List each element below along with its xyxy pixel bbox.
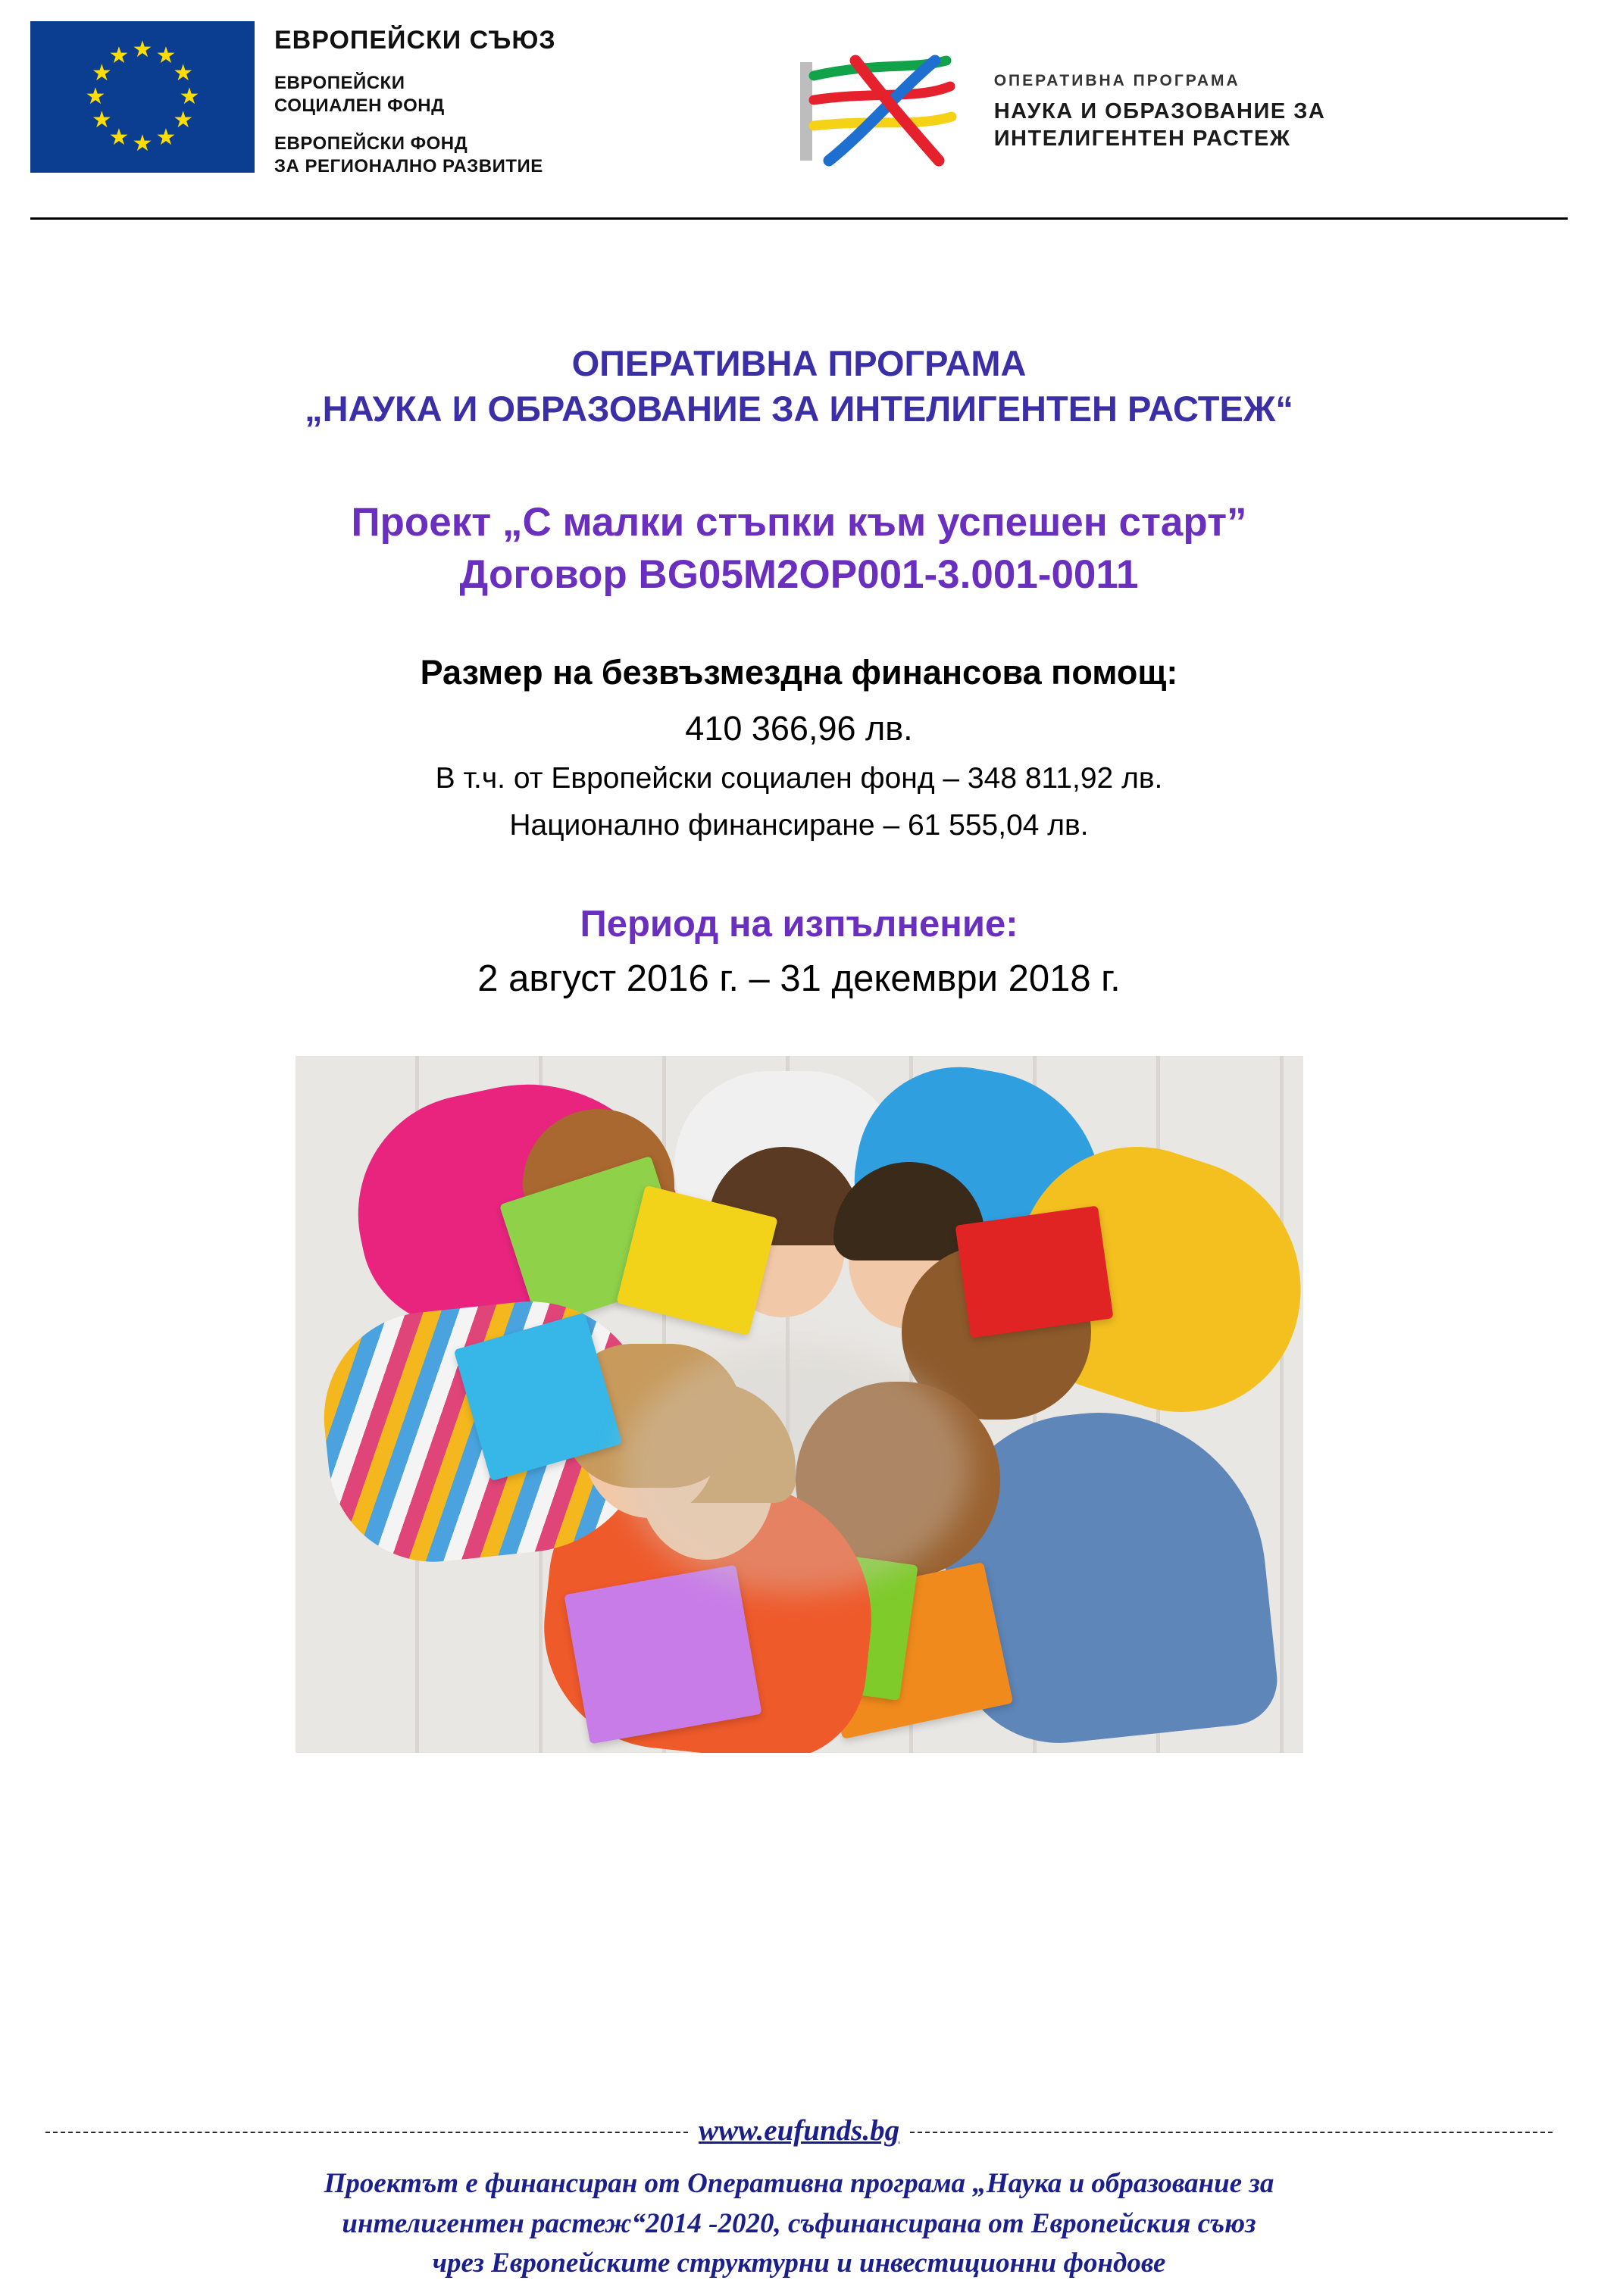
project-title-line1: Проект „С малки стъпки към успешен старт”	[351, 500, 1247, 545]
op-texts	[994, 70, 1326, 153]
program-title-line2: „НАУКА И ОБРАЗОВАНИЕ ЗА ИНТЕЛИГЕНТЕН РАСТЕЖ“	[305, 389, 1293, 430]
eu-star-icon: ★	[155, 43, 177, 69]
footer-dash-left	[45, 2132, 688, 2133]
eu-star-icon: ★	[108, 43, 130, 69]
eu-star-icon: ★	[132, 131, 153, 156]
footer-funding-note	[0, 2164, 1598, 2284]
eu-star-icon: ★	[173, 61, 194, 86]
document-body	[0, 341, 1598, 1753]
footer-website-row	[0, 2113, 1598, 2148]
project-title	[53, 497, 1545, 601]
eu-star-icon: ★	[179, 84, 200, 109]
children-photo	[296, 1056, 1303, 1753]
period-label: Период на изпълнение:	[580, 904, 1018, 945]
eu-esf-label	[274, 72, 556, 117]
op-ribbon-icon	[783, 47, 973, 176]
eu-erdf-label	[274, 133, 556, 178]
grant-esf-share: В т.ч. от Европейски социален фонд – 348 811,92 лв.	[435, 762, 1163, 795]
document-header	[0, 0, 1598, 220]
period-value: 2 август 2016 г. – 31 декември 2018 г.	[477, 958, 1121, 1000]
grant-amount: 410 366,96 лв.	[685, 709, 913, 748]
grant-national-share: Национално финансиране – 61 555,04 лв.	[509, 809, 1089, 842]
eu-erdf-line2: ЗА РЕГИОНАЛНО РАЗВИТИЕ	[274, 156, 543, 176]
project-contract-number: Договор BG05M2OP001-3.001-0011	[459, 552, 1139, 598]
eu-star-icon: ★	[132, 37, 153, 62]
eu-esf-line2: СОЦИАЛЕН ФОНД	[274, 95, 445, 116]
op-logo-block	[783, 21, 1326, 176]
eu-emblem-block	[30, 21, 556, 193]
eu-texts	[274, 21, 556, 193]
eu-erdf-line1: ЕВРОПЕЙСКИ ФОНД	[274, 133, 468, 154]
eu-star-icon: ★	[108, 124, 130, 150]
footer-note-line1: Проектът е финансиран от Оперативна програма „Наука и образование за	[324, 2168, 1274, 2200]
footer-dash-right	[910, 2132, 1553, 2133]
header-logos	[0, 0, 1598, 193]
eufunds-link[interactable]: www.eufunds.bg	[698, 2114, 900, 2148]
op-big-line1: НАУКА И ОБРАЗОВАНИЕ ЗА	[993, 98, 1326, 123]
eu-star-icon: ★	[173, 108, 194, 133]
op-small-label: ОПЕРАТИВНА ПРОГРАМА	[993, 71, 1240, 89]
program-title-line1: ОПЕРАТИВНА ПРОГРАМА	[571, 343, 1027, 383]
eu-star-icon: ★	[91, 61, 112, 86]
eu-title: ЕВРОПЕЙСКИ СЪЮЗ	[274, 26, 556, 55]
document-footer	[0, 2113, 1598, 2284]
op-big-label	[994, 98, 1326, 153]
children-photo-image	[296, 1056, 1303, 1753]
eu-star-icon: ★	[91, 108, 112, 133]
footer-note-line2: интелигентен растеж“2014 -2020, съфинансирана от Европейския съюз	[342, 2207, 1256, 2239]
eu-star-icon: ★	[85, 84, 106, 109]
op-big-line2: ИНТЕЛИГЕНТЕН РАСТЕЖ	[993, 127, 1291, 152]
grant-label: Размер на безвъзмездна финансова помощ:	[420, 653, 1178, 692]
header-divider	[30, 217, 1568, 220]
eu-flag-icon	[30, 21, 255, 173]
footer-note-line3: чрез Европейските структурни и инвестиционни фондове	[432, 2248, 1166, 2279]
program-title	[53, 341, 1545, 432]
eu-esf-line1: ЕВРОПЕЙСКИ	[274, 73, 405, 93]
eu-star-icon: ★	[155, 124, 177, 150]
